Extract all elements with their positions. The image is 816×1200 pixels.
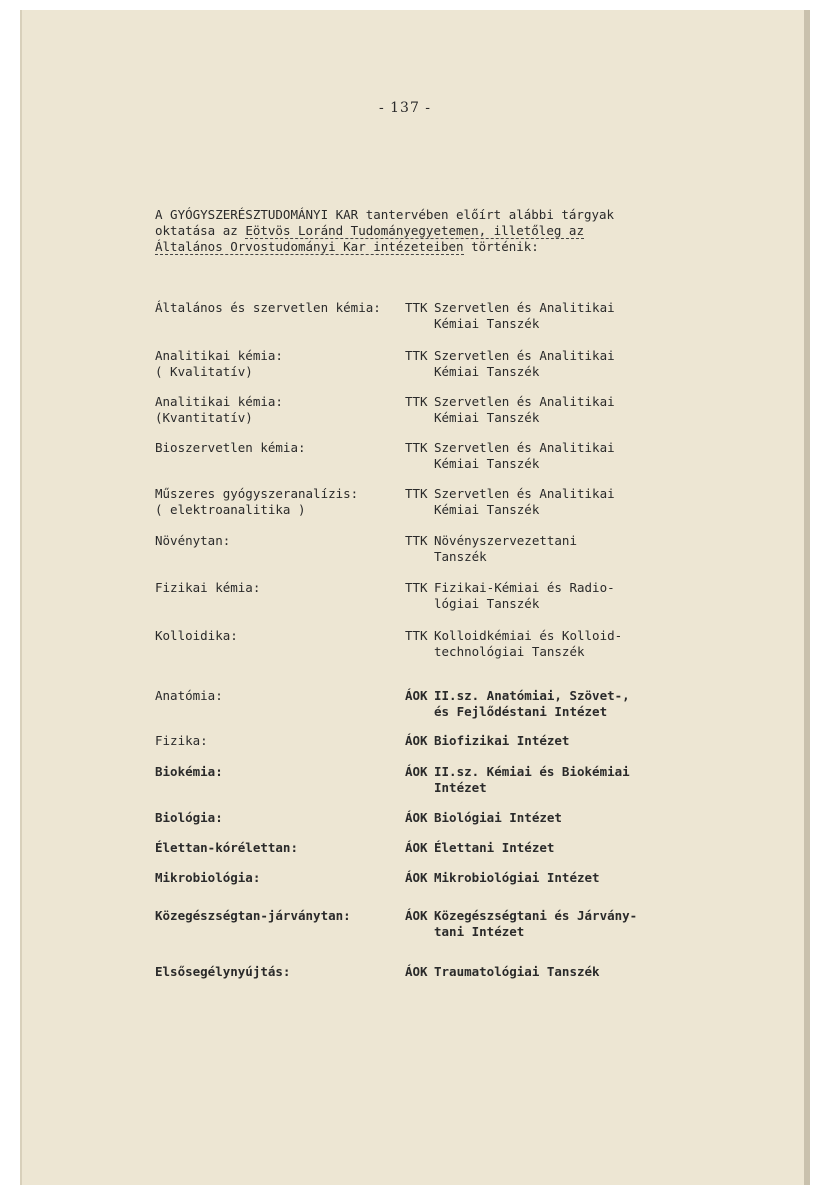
subject-label: Műszeres gyógyszeranalízis: — [155, 486, 359, 501]
page-number: - 137 - — [378, 100, 432, 116]
institute-entry — [405, 440, 665, 472]
subject-label: Fizika: — [155, 733, 208, 748]
faculty-prefix: TTK — [405, 440, 428, 455]
institute-name: Fizikai-Kémiai és Radio- — [434, 580, 615, 595]
subject-anatomy — [155, 688, 405, 704]
institute-name: Szervetlen és Analitikai — [434, 394, 615, 409]
faculty-prefix: ÁOK — [405, 870, 428, 885]
institute-name-cont: tani Intézet — [434, 924, 525, 939]
subject-label: Általános és szervetlen kémia: — [155, 300, 381, 315]
institute-entry — [405, 486, 665, 518]
institute-entry — [405, 300, 665, 332]
faculty-prefix: ÁOK — [405, 964, 428, 979]
subject-instrumental-analysis — [155, 486, 405, 518]
faculty-prefix: ÁOK — [405, 688, 428, 703]
institute-name-cont: lógiai Tanszék — [434, 596, 540, 611]
institute-name: II.sz. Anatómiai, Szövet-, — [434, 688, 630, 703]
subject-label: Közegészségtan-járványtan: — [155, 908, 351, 923]
institute-entry — [405, 348, 665, 380]
subject-label: Mikrobiológia: — [155, 870, 261, 885]
subject-public-health — [155, 908, 405, 924]
faculty-prefix: TTK — [405, 486, 428, 501]
institute-name: II.sz. Kémiai és Biokémiai — [434, 764, 630, 779]
subject-microbiology — [155, 870, 405, 886]
institute-name: Mikrobiológiai Intézet — [434, 870, 600, 885]
subject-label: Elsősegélynyújtás: — [155, 964, 291, 979]
institute-name-cont: Kémiai Tanszék — [434, 316, 540, 331]
subject-label: Bioszervetlen kémia: — [155, 440, 306, 455]
institute-name: Kolloidkémiai és Kolloid- — [434, 628, 623, 643]
institute-name-cont: technológiai Tanszék — [434, 644, 585, 659]
faculty-prefix: ÁOK — [405, 733, 428, 748]
institute-entry — [405, 870, 665, 886]
subject-physics — [155, 733, 405, 749]
subject-analytical-chemistry-quantitative — [155, 394, 405, 426]
subject-general-inorganic-chemistry — [155, 300, 405, 316]
faculty-prefix: ÁOK — [405, 764, 428, 779]
subject-label: Kolloidika: — [155, 628, 238, 643]
institute-name-cont: Tanszék — [434, 549, 487, 564]
subject-label: Analitikai kémia: — [155, 348, 283, 363]
subject-label-cont: ( elektroanalitika ) — [155, 502, 306, 517]
subject-colloid-chemistry — [155, 628, 405, 644]
institute-name-cont: Intézet — [434, 780, 487, 795]
faculty-prefix: ÁOK — [405, 908, 428, 923]
intro-text-end: történik: — [463, 239, 539, 254]
institute-name-cont: Kémiai Tanszék — [434, 502, 540, 517]
institute-name: Szervetlen és Analitikai — [434, 300, 615, 315]
subject-biology — [155, 810, 405, 826]
institute-name-cont: és Fejlődéstani Intézet — [434, 704, 608, 719]
subject-first-aid — [155, 964, 405, 980]
faculty-prefix: TTK — [405, 628, 428, 643]
faculty-prefix: TTK — [405, 533, 428, 548]
institute-name: Közegészségtani és Járvány- — [434, 908, 638, 923]
institute-name: Növényszervezettani — [434, 533, 577, 548]
subject-label: Növénytan: — [155, 533, 231, 548]
institute-name-cont: Kémiai Tanszék — [434, 410, 540, 425]
subject-analytical-chemistry-qualitative — [155, 348, 405, 380]
institute-entry — [405, 580, 665, 612]
subject-bioinorganic-chemistry — [155, 440, 405, 456]
institute-entry — [405, 908, 665, 940]
institute-name: Biológiai Intézet — [434, 810, 562, 825]
subject-botany — [155, 533, 405, 549]
subject-label: Biológia: — [155, 810, 223, 825]
subject-label: Anatómia: — [155, 688, 223, 703]
subject-biochemistry — [155, 764, 405, 780]
faculty-prefix: TTK — [405, 580, 428, 595]
subject-label-cont: (Kvantitatív) — [155, 410, 253, 425]
subject-label: Fizikai kémia: — [155, 580, 261, 595]
institute-entry — [405, 810, 665, 826]
institute-name: Szervetlen és Analitikai — [434, 486, 615, 501]
institute-entry — [405, 733, 665, 749]
institute-name: Élettani Intézet — [434, 840, 555, 855]
institute-entry — [405, 764, 665, 796]
institute-name-cont: Kémiai Tanszék — [434, 456, 540, 471]
intro-paragraph — [155, 207, 645, 255]
subject-label: Biokémia: — [155, 764, 223, 779]
institute-name: Szervetlen és Analitikai — [434, 348, 615, 363]
subject-label: Élettan-kórélettan: — [155, 840, 298, 855]
institute-name: Biofizikai Intézet — [434, 733, 570, 748]
faculty-prefix: TTK — [405, 300, 428, 315]
institute-name: Szervetlen és Analitikai — [434, 440, 615, 455]
subject-label: Analitikai kémia: — [155, 394, 283, 409]
institute-entry — [405, 688, 665, 720]
institute-entry — [405, 394, 665, 426]
faculty-prefix: ÁOK — [405, 840, 428, 855]
faculty-prefix: TTK — [405, 394, 428, 409]
subject-label-cont: ( Kvalitatív) — [155, 364, 253, 379]
institute-entry — [405, 840, 665, 856]
faculty-prefix: TTK — [405, 348, 428, 363]
institute-entry — [405, 533, 665, 565]
subject-physiology — [155, 840, 405, 856]
intro-text-underlined: Eötvös Loránd Tudományegyetemen, illetőleg az Általános Orvostudományi Kar intézeteiben — [155, 223, 584, 254]
faculty-prefix: ÁOK — [405, 810, 428, 825]
intro-text-start: A GYÓGYSZERÉSZTUDOMÁNYI KAR tantervében előírt alábbi tárgyak oktatása az — [155, 207, 615, 238]
institute-name-cont: Kémiai Tanszék — [434, 364, 540, 379]
subject-physical-chemistry — [155, 580, 405, 596]
institute-entry — [405, 964, 665, 980]
institute-entry — [405, 628, 665, 660]
institute-name: Traumatológiai Tanszék — [434, 964, 600, 979]
